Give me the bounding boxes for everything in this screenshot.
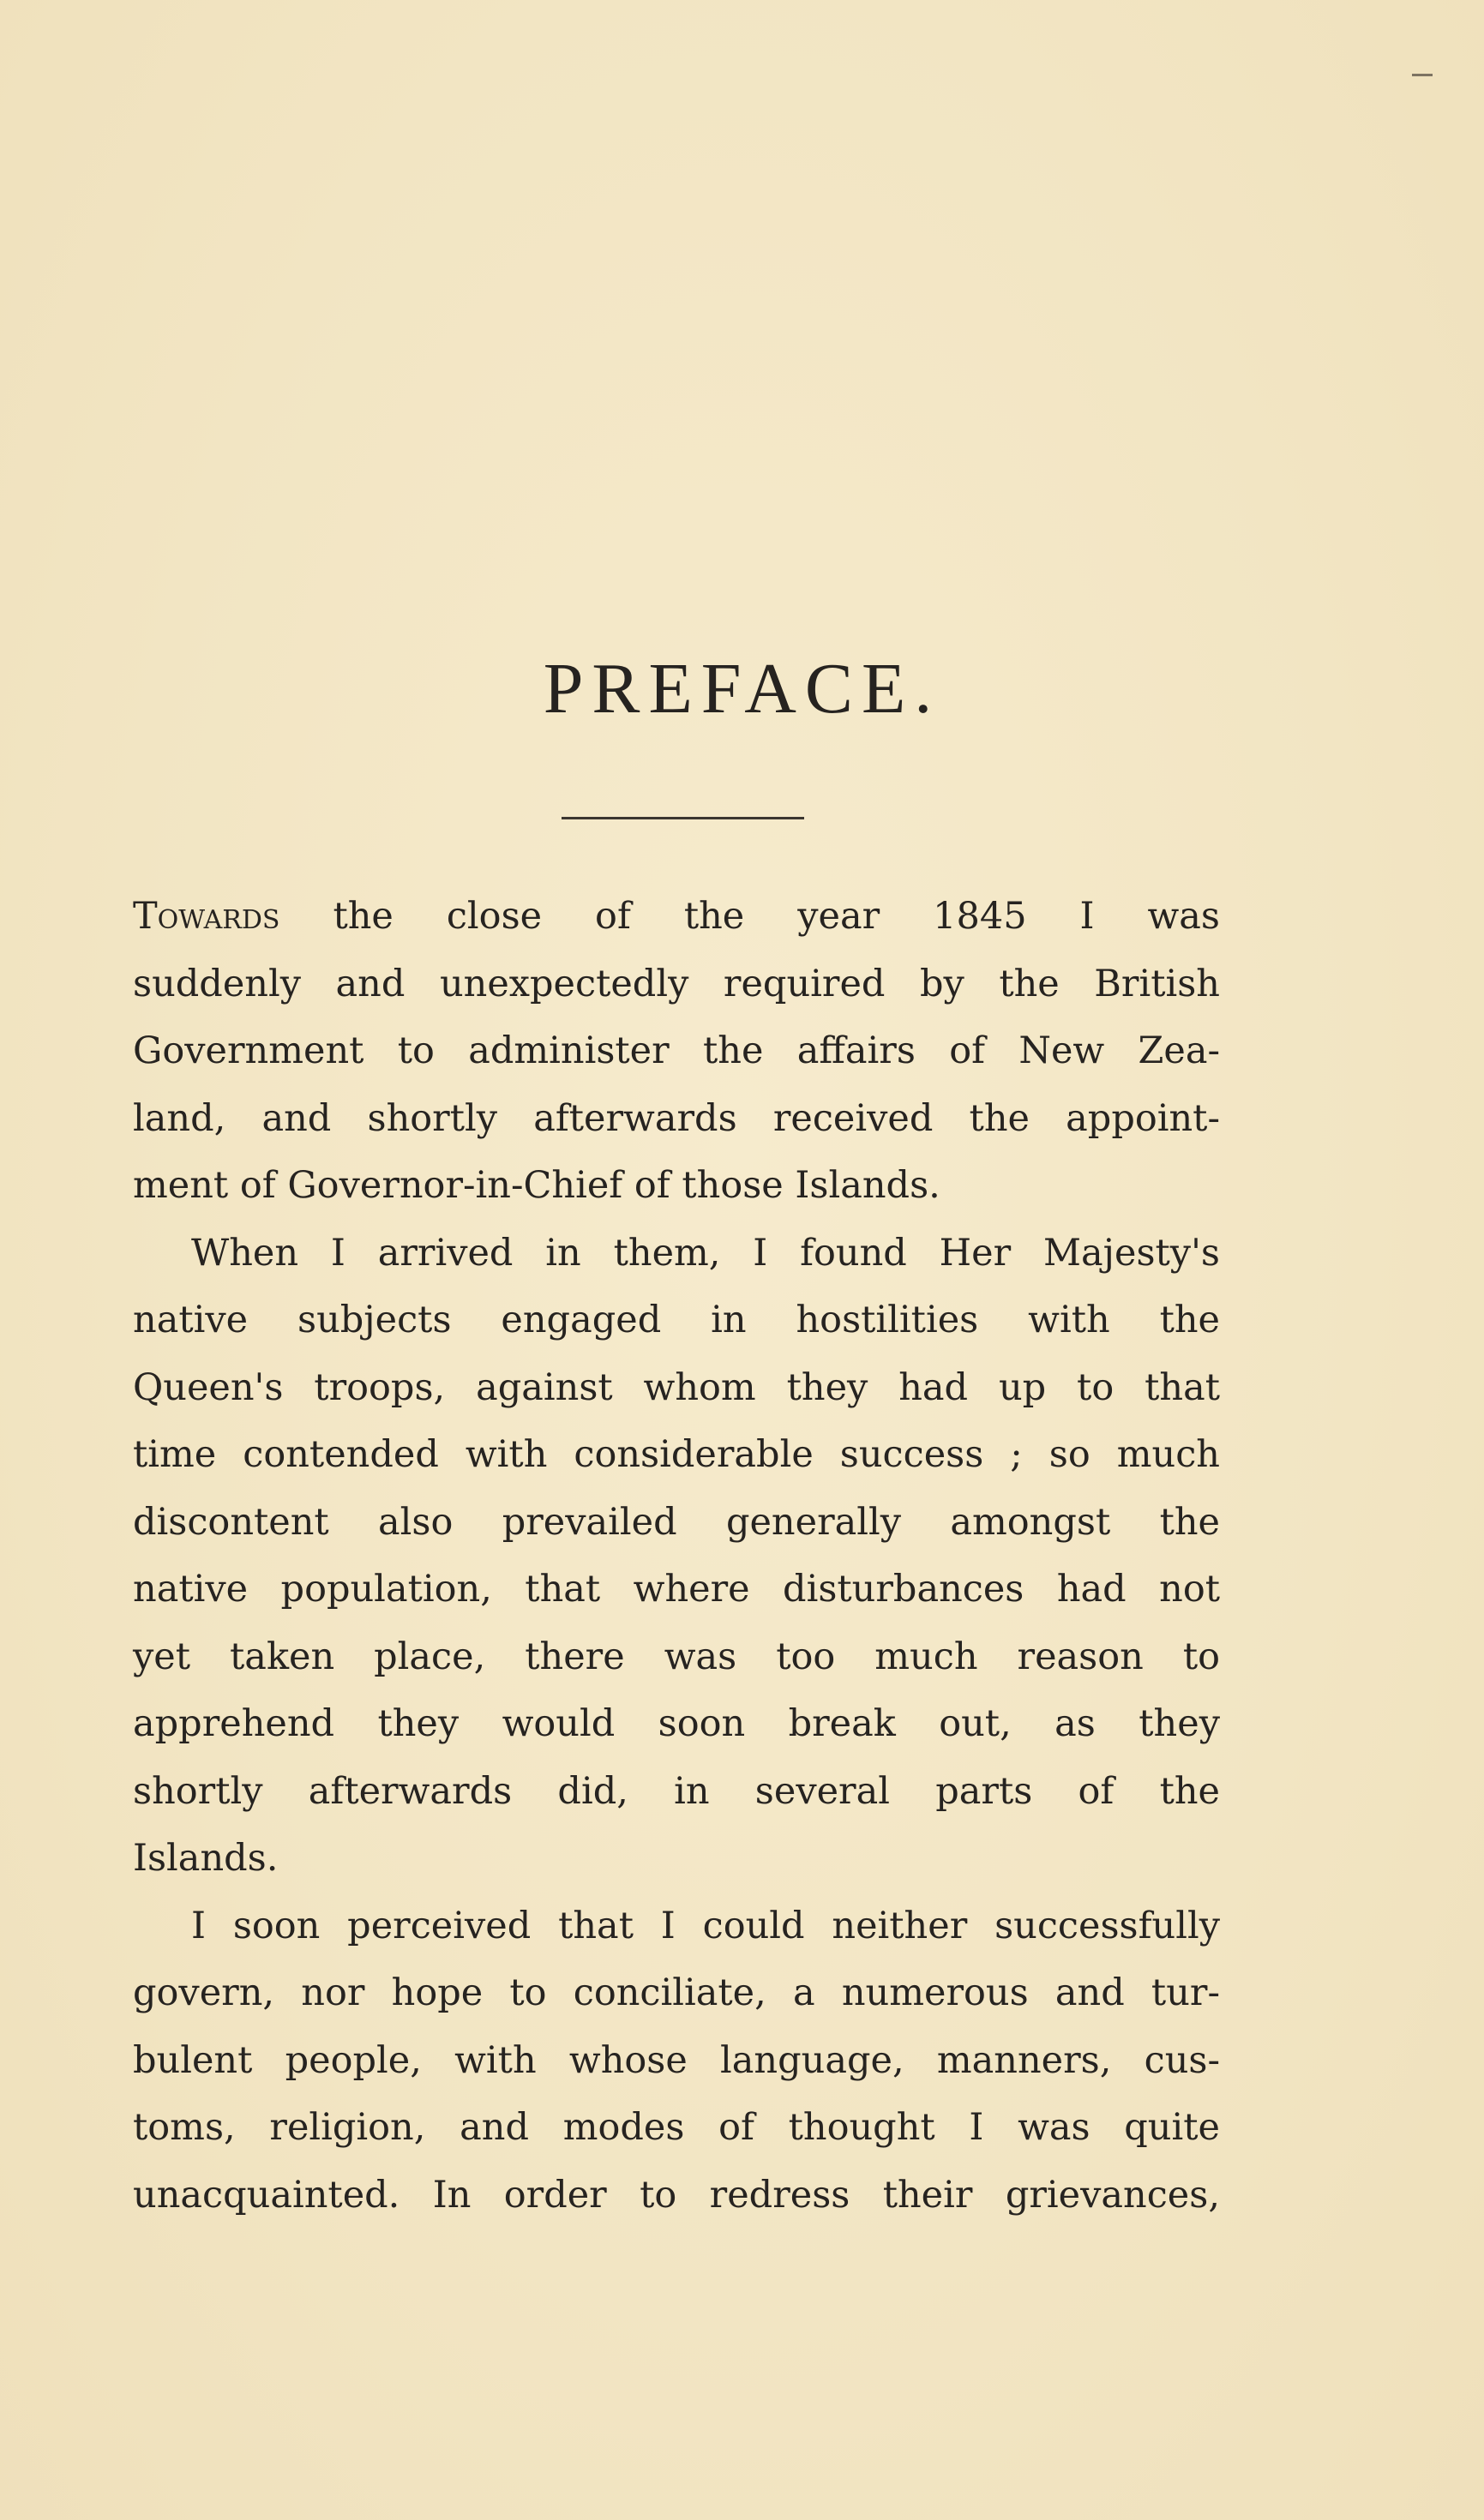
text-line: unacquainted. In order to redress their grievances,: [133, 2173, 1220, 2217]
text-line: the close of the year 1845 I was: [279, 895, 1220, 938]
drop-lead-word: Towards: [133, 895, 280, 938]
text-line: govern, nor hope to conciliate, a numerous and tur-: [133, 1971, 1220, 2014]
text-line: native population, that where disturbances had not: [133, 1568, 1220, 1611]
text-line: time contended with considerable success ; so much: [133, 1433, 1220, 1476]
title-rule: [562, 817, 804, 819]
text-line: toms, religion, and modes of thought I was quite: [133, 2106, 1220, 2149]
text-line: ment of Governor-in-Chief of those Islands.: [133, 1164, 940, 1207]
text-line: suddenly and unexpectedly required by the British: [133, 962, 1220, 1005]
page-edge-mark: [1412, 74, 1433, 76]
text-line: Queen's troops, against whom they had up to that: [133, 1365, 1220, 1409]
text-line: bulent people, with whose language, manners, cus-: [133, 2038, 1220, 2082]
text-line: discontent also prevailed generally amongst the: [133, 1500, 1220, 1544]
text-line: When I arrived in them, I found Her Majesty's: [191, 1231, 1220, 1275]
text-line: Islands.: [133, 1837, 279, 1880]
text-line: apprehend they would soon break out, as they: [133, 1702, 1220, 1745]
text-line: shortly afterwards did, in several parts of the: [133, 1769, 1220, 1813]
page-title: PREFACE.: [543, 649, 941, 729]
text-line: land, and shortly afterwards received the appoint-: [133, 1096, 1220, 1140]
text-line: I soon perceived that I could neither successfully: [191, 1904, 1220, 1947]
paragraph-1-line-1: [133, 883, 1220, 951]
text-line: Government to administer the affairs of New Zea-: [133, 1029, 1220, 1072]
text-line: yet taken place, there was too much reason to: [133, 1635, 1220, 1678]
text-line: native subjects engaged in hostilities with the: [133, 1299, 1220, 1341]
preface-body: [133, 883, 1220, 2229]
